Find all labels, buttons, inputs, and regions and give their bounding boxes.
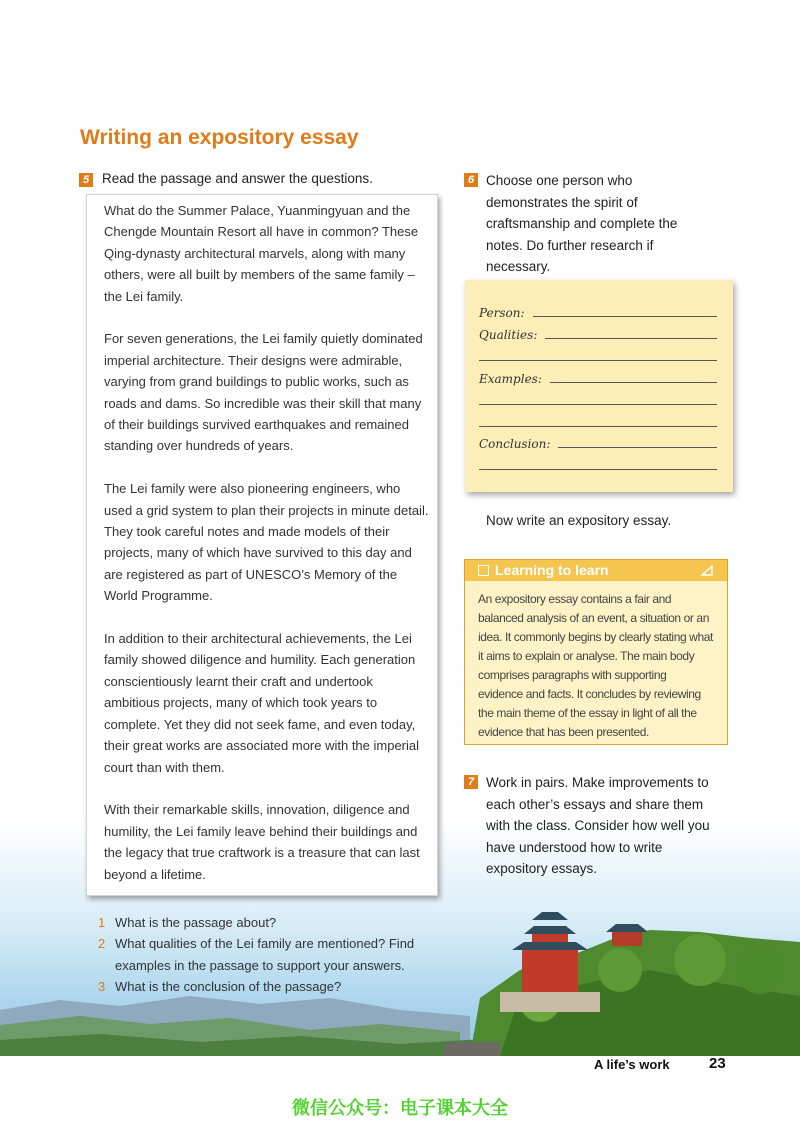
passage-paragraph-1: What do the Summer Palace, Yuanmingyuan and the Chengde Mountain Resort all have in common? These Qing-dynasty architectural marvels, along with many others, were all built by members of the same family – the Lei family.	[104, 203, 419, 304]
task-5-number: 5	[79, 173, 93, 187]
watermark-text: 微信公众号：电子课本大全	[292, 1098, 508, 1118]
task-7-instruction: Work in pairs. Make improvements to each other’s essays and share them with the class. Consider how well you have understood how to write expository essays.	[486, 775, 710, 876]
note-qualities-label: Qualities:	[479, 328, 538, 342]
passage-paragraph-3: The Lei family were also pioneering engineers, who used a grid system to plan their projects in minute detail. They took careful notes and made models of their projects, many of which have survived to this day and are registered as part of UNESCO’s Memory of the World Programme.	[104, 481, 429, 604]
question-number: 1	[98, 915, 106, 930]
blank-answer-line[interactable]	[479, 403, 717, 405]
note-qualities-row	[479, 322, 717, 342]
passage-box	[86, 194, 438, 896]
note-blank-row	[479, 344, 717, 364]
note-conclusion-row	[479, 431, 717, 451]
passage-paragraph-2: For seven generations, the Lei family quietly dominated imperial architecture. Their designs were admirable, varying from grand buildings to public works, such as roads and dams. So incredible was their skill that many of their buildings survived earthquakes and remained standing over hundreds of years.	[104, 331, 423, 454]
person-answer-line[interactable]	[533, 315, 717, 317]
learning-to-learn-box	[464, 559, 728, 745]
qualities-answer-line[interactable]	[545, 337, 717, 339]
section-title: Writing an expository essay	[80, 126, 359, 149]
note-person-row	[479, 300, 717, 320]
examples-answer-line[interactable]	[550, 381, 717, 383]
note-blank-row	[479, 410, 717, 430]
task-7-number: 7	[464, 775, 478, 789]
page-number: 23	[709, 1055, 726, 1072]
note-examples-row	[479, 366, 717, 386]
note-blank-row	[479, 453, 717, 473]
question-number: 2	[98, 936, 106, 952]
conclusion-answer-line[interactable]	[558, 446, 717, 448]
corner-fold-icon	[701, 565, 713, 576]
question-text: What is the passage about?	[115, 915, 277, 930]
note-blank-row	[479, 388, 717, 408]
task-6-instruction: Choose one person who demonstrates the spirit of craftsmanship and complete the notes. Do further research if necessary.	[486, 173, 678, 274]
question-item	[98, 933, 438, 976]
learning-to-learn-header	[465, 560, 727, 581]
write-instruction: Now write an expository essay.	[486, 513, 672, 528]
blank-answer-line[interactable]	[479, 359, 717, 361]
note-conclusion-label: Conclusion:	[479, 437, 551, 451]
learning-to-learn-title: Learning to learn	[495, 562, 609, 578]
notes-card	[465, 280, 733, 492]
question-text: What is the conclusion of the passage?	[115, 979, 342, 995]
learning-to-learn-text: An expository essay contains a fair and balanced analysis of an event, a situation or an idea. It commonly begins by clearly stating what it aims to explain or analyse. The main body comprises paragraphs with supporting evidence and facts. It concludes by reviewing the main theme of the essay in light of all the evidence that has been presented.	[478, 592, 713, 739]
note-person-label: Person:	[479, 306, 525, 320]
task-6-number: 6	[464, 173, 478, 187]
question-item	[98, 912, 438, 933]
unit-title: A life’s work	[594, 1057, 670, 1072]
checkbox-icon	[478, 565, 489, 576]
passage-paragraph-4: In addition to their architectural achievements, the Lei family showed diligence and humility. Each generation conscientiously learnt their craft and undertook ambitious projects, many of which took years to complete. Yet they did not seek fame, and even today, their great works are associated more with the imperial court than with them.	[104, 631, 420, 775]
passage-paragraph-5: With their remarkable skills, innovation, diligence and humility, the Lei family leave behind their buildings and the legacy that true craftwork is a treasure that can last beyond a lifetime.	[104, 802, 420, 882]
question-item	[98, 976, 438, 997]
question-number: 3	[98, 979, 106, 995]
blank-answer-line[interactable]	[479, 468, 717, 470]
blank-answer-line[interactable]	[479, 425, 717, 427]
question-text: What qualities of the Lei family are mentioned? Find examples in the passage to support your answers.	[115, 936, 415, 973]
task-5-instruction: Read the passage and answer the questions.	[102, 171, 373, 186]
task-5-questions	[98, 912, 438, 998]
note-examples-label: Examples:	[479, 372, 542, 386]
